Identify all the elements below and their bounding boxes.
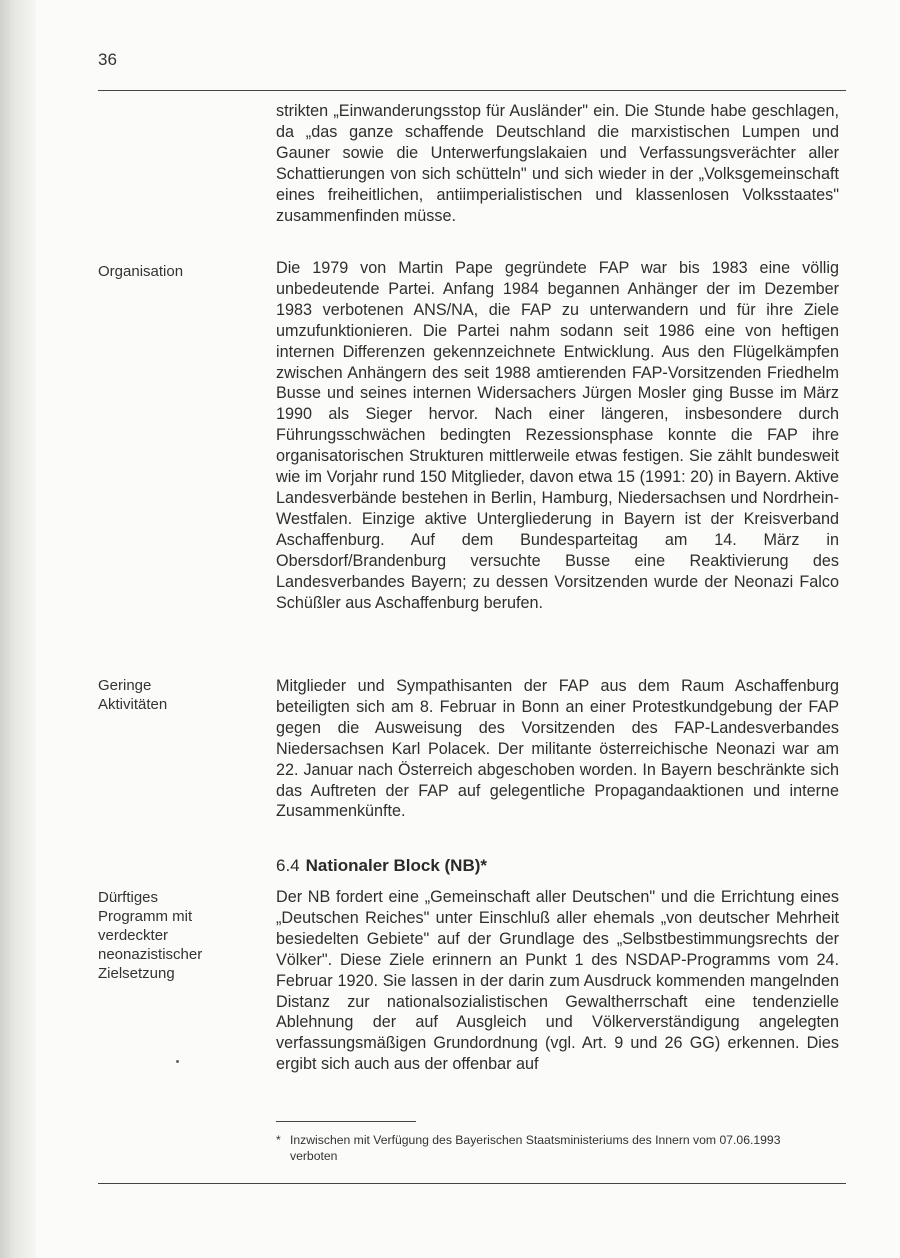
section-title: Nationaler Block (NB)* xyxy=(305,856,488,875)
footnote-separator xyxy=(276,1121,416,1122)
margin-note-organisation xyxy=(98,262,263,281)
margin-note-geringe-aktivitaeten xyxy=(98,676,263,714)
footnote-text: Inzwischen mit Verfügung des Bayerischen Staatsministeriums des Innern vom 07.06.1993 verboten xyxy=(290,1133,781,1163)
footer-rule xyxy=(98,1183,846,1184)
margin-note-duerftiges-programm xyxy=(98,888,263,983)
paragraph-2: Die 1979 von Martin Pape gegründete FAP war bis 1983 eine völlig unbedeutende Partei. Anfang 1984 begannen Anhänger der im Dezember 1983 verbotenen ANS/NA, die FAP zu unterwandern und für ihre Ziele umzufunktionieren. Die Partei nahm sodann seit 1986 eine von heftigen internen Differenzen gekennzeichnete Entwicklung. Aus den Flügelkämpfen zwischen Anhängern des seit 1988 amtierenden FAP-Vorsitzenden Friedhelm Busse und seines internen Widersachers Jürgen Mosler ging Busse im März 1990 als Sieger hervor. Nach einer längeren, insbesondere durch Führungsschwächen bedingten Rezessionsphase konnte die FAP ihre organisatorischen Strukturen mittlerweile etwas festigen. Sie zählt bundesweit wie im Vorjahr rund 150 Mitglieder, davon etwa 15 (1991: 20) in Bayern. Aktive Landesverbände bestehen in Berlin, Hamburg, Niedersachsen und Nordrhein-Westfalen. Einzige aktive Untergliederung in Bayern ist der Kreisverband Aschaffenburg. Auf dem Bundesparteitag am 14. März in Obersdorf/Brandenburg versuchte Busse eine Reaktivierung des Landesverbandes Bayern; zu dessen Vorsitzenden wurde der Neonazi Falco Schüßler aus Aschaffenburg berufen. xyxy=(276,259,839,612)
paragraph-3: Mitglieder und Sympathisanten der FAP aus dem Raum Aschaffenburg beteiligten sich am 8. Februar in Bonn an einer Protestkundgebung der FAP gegen die Ausweisung des Vorsitzenden des FAP-Landesverbandes Niedersachsen Karl Polacek. Der militante österreichische Neonazi war am 22. Januar nach Österreich abgeschoben worden. In Bayern beschränkte sich das Auftreten der FAP auf gelegentliche Propagandaaktionen und interne Zusammenkünfte. xyxy=(276,677,839,821)
footnote xyxy=(276,1132,836,1164)
header-rule xyxy=(98,90,846,91)
paragraph-1: strikten „Einwanderungsstop für Ausländer" ein. Die Stunde habe geschlagen, da „das ganze schaffende Deutschland die marxistischen Lumpen und Gauner sowie die Unterwerfungslakaien und Verfassungsverächter aller Schattierungen von sich schütteln" und sich wieder in der „Volksgemeinschaft eines freiheitlichen, antiimperialistischen und klassenlosen Volksstaates" zusammenfinden müsse. xyxy=(276,102,839,225)
margin-note-duerftiges-text: Dürftiges Programm mit verdeckter neonazistischer Zielsetzung xyxy=(98,889,203,982)
scan-speck xyxy=(176,1060,179,1063)
margin-note-organisation-text: Organisation xyxy=(98,263,184,280)
page-number: 36 xyxy=(98,50,117,69)
margin-note-geringe-text: Geringe Aktivitäten xyxy=(98,677,168,713)
section-number: 6.4 xyxy=(276,856,300,875)
footnote-mark: * xyxy=(276,1133,281,1147)
section-heading xyxy=(276,856,487,876)
page-binding-shadow xyxy=(0,0,36,1258)
paragraph-4: Der NB fordert eine „Gemeinschaft aller Deutschen" und die Errichtung eines „Deutschen Reiches" unter Einschluß aller ehemals „von deutscher Mehrheit besiedelten Gebiete" auf der Grundlage des „Selbstbestimmungsrechts der Völker". Diese Ziele erinnern an Punkt 1 des NSDAP-Programms vom 24. Februar 1920. Sie lassen in der darin zum Ausdruck kommenden mangelnden Distanz zur nationalsozialistischen Gewaltherrschaft eine tendenzielle Ablehnung der auf Ausgleich und Völkerverständigung angelegten verfassungsmäßigen Grundordnung (vgl. Art. 9 und 26 GG) erkennen. Dies ergibt sich auch aus der offenbar auf xyxy=(276,888,839,1074)
